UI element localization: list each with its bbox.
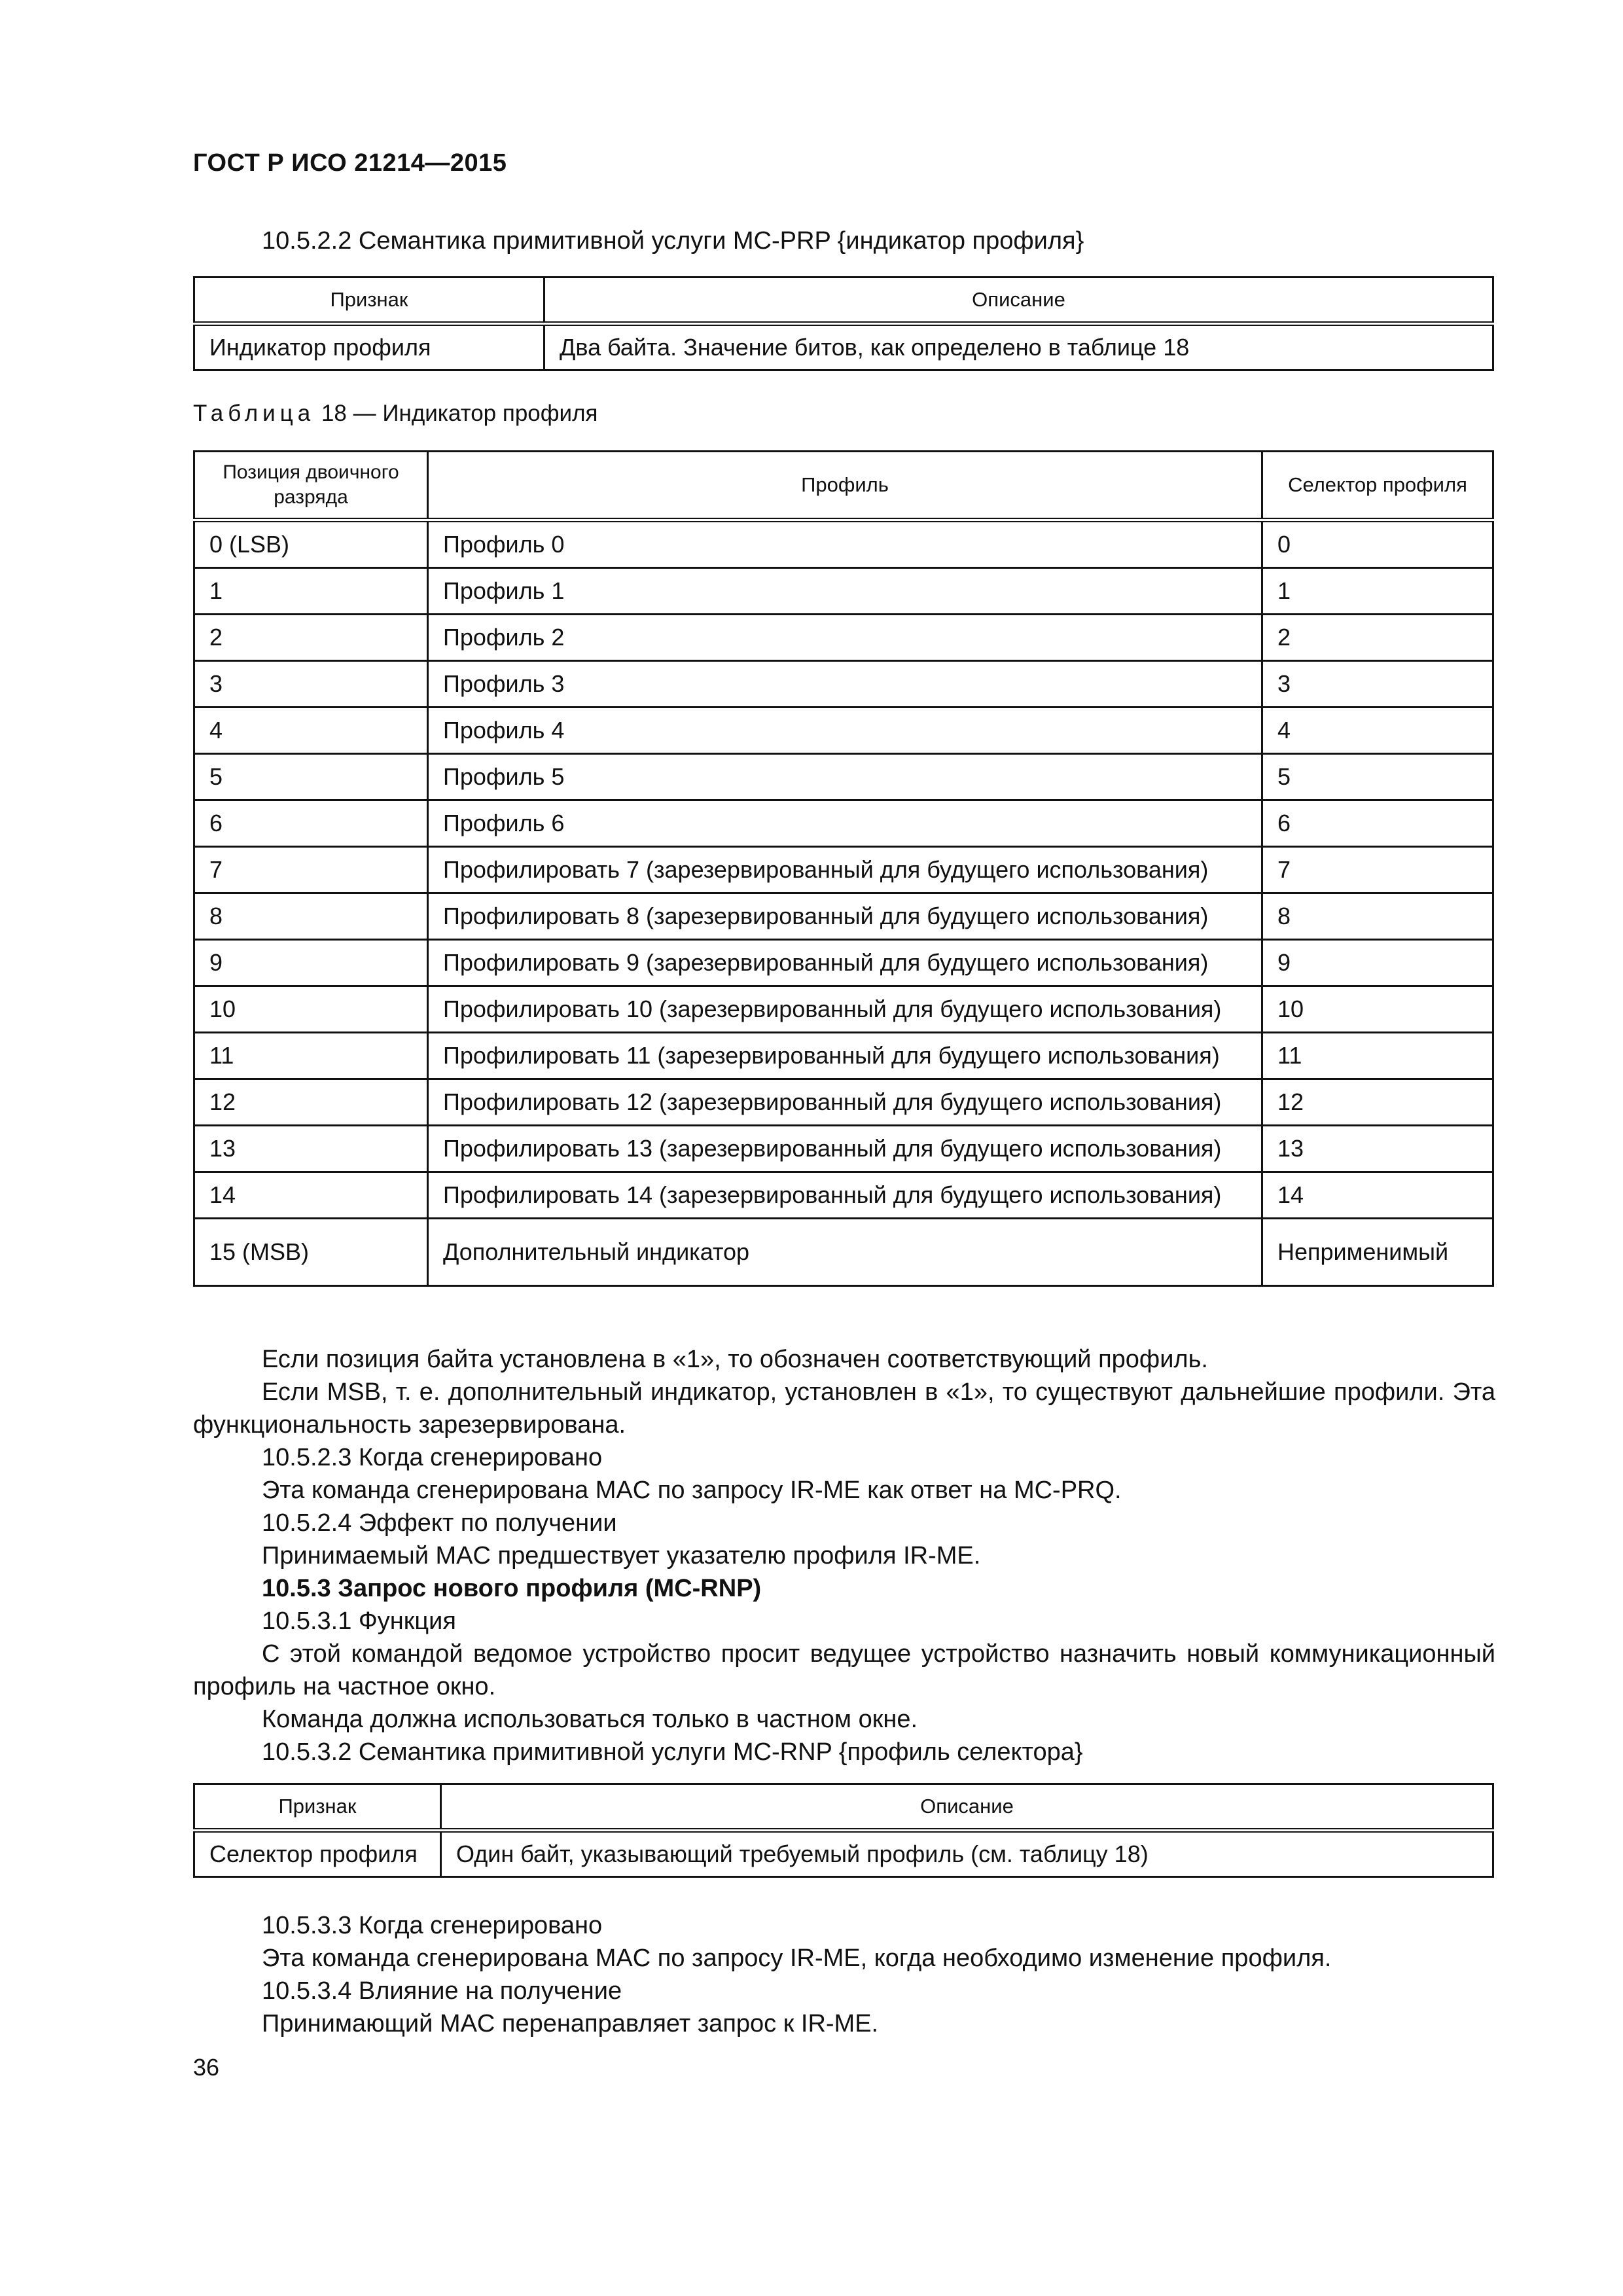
table-cell: 14 [194,1172,428,1219]
subsection-heading: 10.5.2.4 Эффект по получении [262,1509,617,1537]
table-header-row [194,278,1493,324]
paragraph: Если позиция байта установлена в «1», то обозначен соответствующий профиль. [262,1346,1208,1373]
subsection-heading: 10.5.3.1 Функция [262,1607,456,1635]
table-cell: 14 [1262,1172,1493,1219]
table-cell: 9 [194,940,428,986]
table-cell: Селектор профиля [194,1831,441,1877]
table-cell: 3 [194,661,428,708]
table-cell: 13 [194,1126,428,1172]
table-row [194,893,1493,940]
table-cell: Профиль 4 [428,708,1262,754]
table-cell: 8 [194,893,428,940]
table-cell: 0 (LSB) [194,520,428,568]
caption-word: Таблица [193,401,315,426]
table-cell: Дополнительный индикатор [428,1219,1262,1286]
table-cell: 11 [194,1033,428,1079]
table-cell: 11 [1262,1033,1493,1079]
section-heading-bold: 10.5.3 Запрос нового профиля (MC-RNP) [262,1575,762,1602]
table-row [194,754,1493,800]
table-cell: 5 [1262,754,1493,800]
table-cell: 15 (MSB) [194,1219,428,1286]
header-cell: Селектор профиля [1262,452,1493,520]
table-cell: Профиль 1 [428,568,1262,615]
table-row [194,1172,1493,1219]
section-heading: 10.5.2.2 Семантика примитивной услуги MC-PRP {индикатор профиля} [262,227,1084,255]
paragraph: С этой командой ведомое устройство просит ведущее устройство назначить новый коммуникационный профиль на частное окно. [193,1640,1495,1700]
table-cell: Профилировать 11 (зарезервированный для будущего использования) [428,1033,1262,1079]
table-cell: 6 [194,800,428,847]
table-row [194,708,1493,754]
table-cell: Профиль 0 [428,520,1262,568]
table-header-row [194,1784,1493,1831]
table-cell: 6 [1262,800,1493,847]
subsection-heading: 10.5.2.3 Когда сгенерировано [262,1444,603,1471]
table-cell: Профилировать 10 (зарезервированный для будущего использования) [428,986,1262,1033]
table-cell: 5 [194,754,428,800]
table-row [194,847,1493,893]
table-cell: 1 [194,568,428,615]
table-cell: 4 [1262,708,1493,754]
header-cell: Позиция двоичного разряда [194,452,428,520]
table-cell: 3 [1262,661,1493,708]
table-row [194,1126,1493,1172]
header-cell: Профиль [428,452,1262,520]
paragraph: Принимаемый MAC предшествует указателю профиля IR-ME. [262,1542,981,1570]
profile-indicator-table [193,450,1494,1287]
table-row [194,520,1493,568]
table-cell: 10 [194,986,428,1033]
table-row [194,1831,1493,1877]
paragraph: Эта команда сгенерирована MAC по запросу IR-ME, когда необходимо изменение профиля. [262,1945,1332,1972]
caption-text: 18 — Индикатор профиля [321,401,598,426]
table-cell: 2 [194,615,428,661]
header-cell: Описание [544,278,1493,324]
table-cell: Профиль 6 [428,800,1262,847]
table-row [194,940,1493,986]
table-cell: Два байта. Значение битов, как определено в таблице 18 [544,324,1493,370]
table-cell: 1 [1262,568,1493,615]
table-cell: Профилировать 7 (зарезервированный для будущего использования) [428,847,1262,893]
table-row [194,324,1493,370]
table-row [194,800,1493,847]
table-cell: 0 [1262,520,1493,568]
table-row [194,661,1493,708]
table-cell: 7 [1262,847,1493,893]
table-cell: Профиль 2 [428,615,1262,661]
paragraph: Если MSB, т. е. дополнительный индикатор, установлен в «1», то существуют дальнейшие профили. Эта функциональность зарезервирована. [193,1378,1495,1439]
table-cell: Профилировать 9 (зарезервированный для будущего использования) [428,940,1262,986]
subsection-heading: 10.5.3.2 Семантика примитивной услуги MC-RNP {профиль селектора} [262,1738,1083,1766]
table-cell: Профиль 5 [428,754,1262,800]
table-cell: Неприменимый [1262,1219,1493,1286]
attribute-table-1 [193,276,1494,371]
table-cell: Профилировать 13 (зарезервированный для будущего использования) [428,1126,1262,1172]
header-cell: Признак [194,278,544,324]
subsection-heading: 10.5.3.3 Когда сгенерировано [262,1912,603,1939]
page-number: 36 [193,2054,220,2081]
table-caption [193,401,597,427]
table-cell: 12 [194,1079,428,1126]
table-header-row [194,452,1493,520]
header-cell: Признак [194,1784,441,1831]
table-cell: Индикатор профиля [194,324,544,370]
paragraph: Эта команда сгенерирована MAC по запросу IR-ME как ответ на MC-PRQ. [262,1477,1122,1504]
table-row [194,615,1493,661]
table-cell: 7 [194,847,428,893]
table-row [194,1033,1493,1079]
table-cell: 13 [1262,1126,1493,1172]
table-cell: 2 [1262,615,1493,661]
standard-header: ГОСТ Р ИСО 21214—2015 [193,149,507,177]
table-row [194,986,1493,1033]
table-cell: 8 [1262,893,1493,940]
table-cell: Профиль 3 [428,661,1262,708]
table-row [194,1219,1493,1286]
attribute-table-2 [193,1783,1494,1878]
paragraph: Команда должна использоваться только в частном окне. [262,1706,918,1733]
paragraph: Принимающий MAC перенаправляет запрос к IR-ME. [262,2010,879,2037]
table-cell: 10 [1262,986,1493,1033]
table-cell: Профилировать 14 (зарезервированный для будущего использования) [428,1172,1262,1219]
header-cell: Описание [441,1784,1493,1831]
table-cell: 9 [1262,940,1493,986]
table-cell: 4 [194,708,428,754]
table-cell: Один байт, указывающий требуемый профиль (см. таблицу 18) [441,1831,1493,1877]
table-cell: Профилировать 12 (зарезервированный для будущего использования) [428,1079,1262,1126]
table-row [194,1079,1493,1126]
table-row [194,568,1493,615]
table-cell: Профилировать 8 (зарезервированный для будущего использования) [428,893,1262,940]
subsection-heading: 10.5.3.4 Влияние на получение [262,1977,622,2005]
table-cell: 12 [1262,1079,1493,1126]
